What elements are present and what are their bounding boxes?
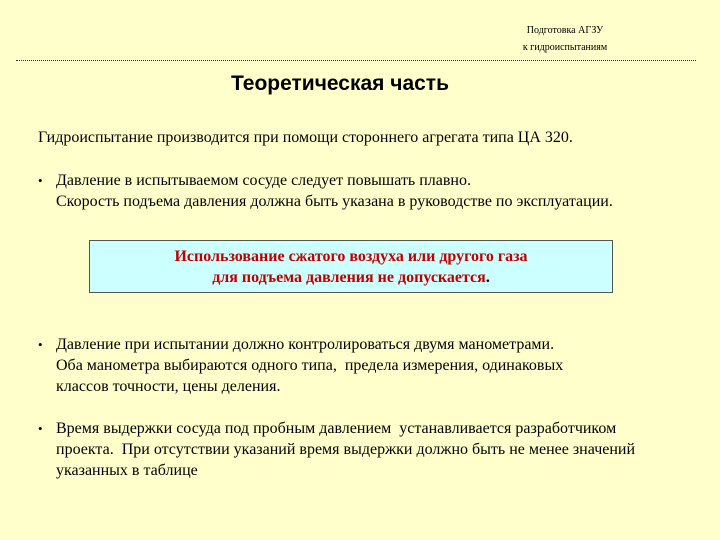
warning-line-1: Использование сжатого воздуха или другого газа <box>174 248 528 265</box>
intro-paragraph: Гидроиспытание производится при помощи стороннего агрегата типа ЦА 320. <box>38 129 573 146</box>
bullet-2-line-1: Давление при испытании должно контролироваться двумя манометрами. <box>56 336 555 353</box>
bullet-icon: • <box>38 173 43 188</box>
bullet-3-line-1: Время выдержки сосуда под пробным давлением устанавливается разработчиком <box>56 420 617 437</box>
bullet-icon: • <box>38 421 43 436</box>
bullet-2-line-3: классов точности, цены деления. <box>56 378 281 395</box>
bullet-item-2 <box>38 334 708 397</box>
warning-box <box>89 240 613 293</box>
bullet-item-1 <box>38 170 708 212</box>
warning-period: . <box>485 269 490 286</box>
header-line-1: Подготовка АГЗУ <box>526 25 604 36</box>
bullet-item-3 <box>38 418 708 481</box>
bullet-3-line-2: проекта. При отсутствии указаний время выдержки должно быть не менее значений <box>56 441 636 458</box>
bullet-3-line-3: указанных в таблице <box>56 462 198 479</box>
bullet-1-line-2: Скорость подъема давления должна быть указана в руководстве по эксплуатации. <box>56 193 613 210</box>
warning-line-2-text: для подъема давления не допускается <box>212 269 486 286</box>
page-title: Теоретическая часть <box>230 72 449 95</box>
bullet-1-line-1: Давление в испытываемом сосуде следует повышать плавно. <box>56 172 471 189</box>
header-divider <box>16 60 696 61</box>
bullet-2-line-2: Оба манометра выбираются одного типа, предела измерения, одинаковых <box>56 357 564 374</box>
header-note <box>480 22 650 56</box>
warning-line-2 <box>90 267 612 288</box>
header-line-2: к гидроиспытаниям <box>522 42 608 53</box>
bullet-icon: • <box>38 337 43 352</box>
